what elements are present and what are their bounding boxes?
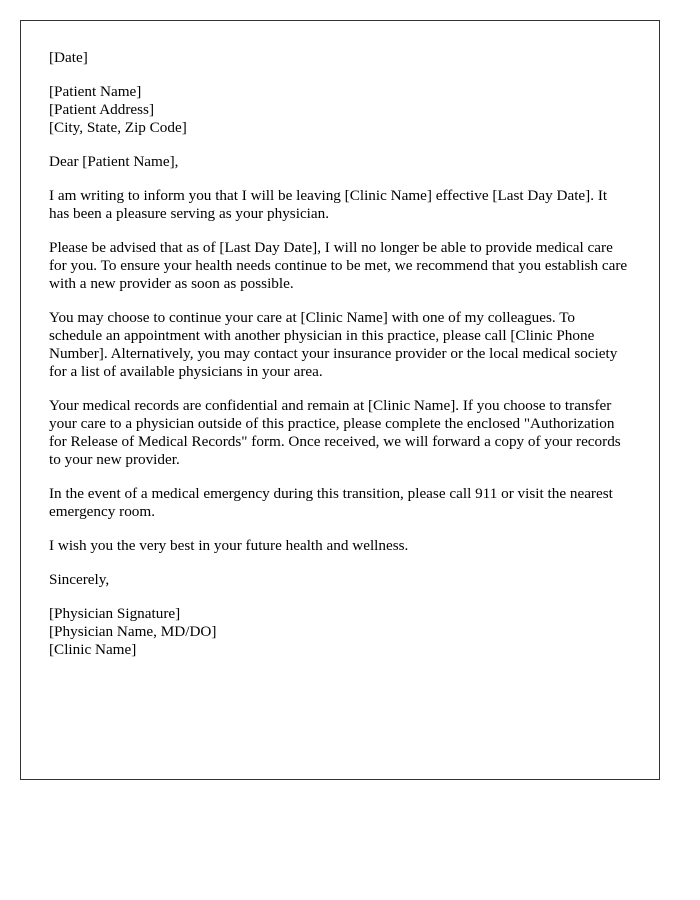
salutation: Dear [Patient Name], [49, 153, 179, 170]
letter-date: [Date] [49, 49, 88, 66]
physician-name: [Physician Name, MD/DO] [49, 623, 217, 640]
body-paragraph-1: I am writing to inform you that I will be leaving [Clinic Name] effective [Last Day Date]. It has been a pleasure serving as your physician. [49, 187, 608, 222]
recipient-block [49, 83, 631, 137]
letter-page [20, 20, 660, 780]
body-paragraph-3: You may choose to continue your care at [Clinic Name] with one of my colleagues. To schedule an appointment with another physician in this practice, please call [Clinic Phone Number]. Alternatively, you may contact your insurance provider or the local medical society for a list of available physicians in your area. [49, 309, 618, 380]
recipient-name: [Patient Name] [49, 83, 142, 100]
signature-clinic-name: [Clinic Name] [49, 641, 137, 658]
body-paragraph-4: Your medical records are confidential and remain at [Clinic Name]. If you choose to transfer your care to a physician outside of this practice, please complete the enclosed "Authorization for Release of Medical Records" form. Once received, we will forward a copy of your records to your new provider. [49, 397, 621, 468]
body-paragraph-5: In the event of a medical emergency during this transition, please call 911 or visit the nearest emergency room. [49, 485, 613, 520]
closing: Sincerely, [49, 571, 110, 588]
recipient-address: [Patient Address] [49, 101, 155, 118]
recipient-city-state-zip: [City, State, Zip Code] [49, 119, 187, 136]
signature-block [49, 605, 631, 659]
body-paragraph-2: Please be advised that as of [Last Day Date], I will no longer be able to provide medical care for you. To ensure your health needs continue to be met, we recommend that you establish care with a new provider as soon as possible. [49, 239, 628, 292]
physician-signature: [Physician Signature] [49, 605, 181, 622]
body-paragraph-6: I wish you the very best in your future health and wellness. [49, 537, 409, 554]
